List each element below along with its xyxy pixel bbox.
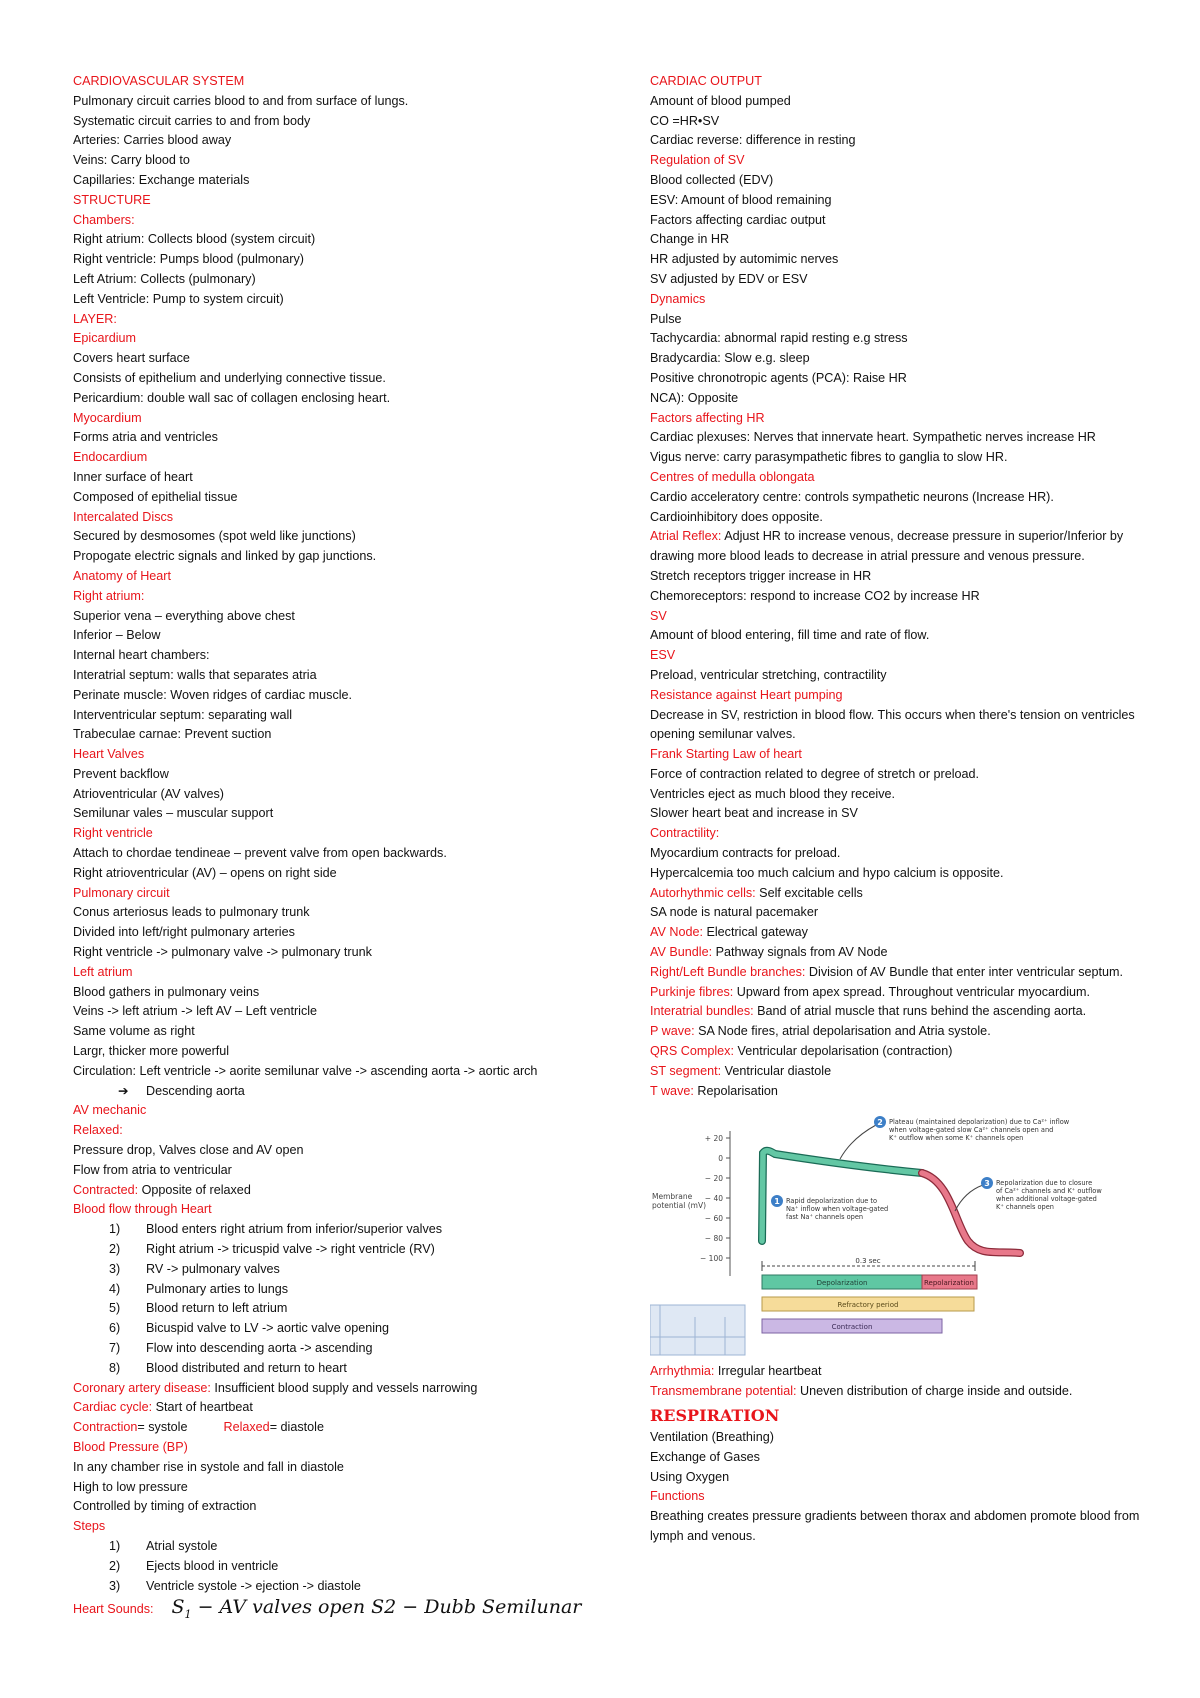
list-number: 1) bbox=[109, 1538, 121, 1553]
text-line: Pulmonary circuit carries blood to and from surface of lungs. bbox=[73, 93, 409, 108]
list-item bbox=[73, 1319, 633, 1339]
term-label: Atrial Reflex: bbox=[650, 529, 722, 544]
formula-subscript: 1 bbox=[184, 1608, 192, 1622]
term-text: SA Node fires, atrial depolarisation and Atria systole. bbox=[694, 1024, 991, 1039]
list-number: 2) bbox=[109, 1558, 121, 1573]
heading-chambers: Chambers: bbox=[73, 212, 135, 227]
y-tick-label: − 20 bbox=[704, 1174, 723, 1184]
list-item bbox=[73, 1557, 633, 1577]
list-text: RV -> pulmonary valves bbox=[146, 1261, 280, 1276]
term-label: P wave: bbox=[650, 1024, 695, 1039]
heading-respiration: RESPIRATION bbox=[650, 1406, 780, 1426]
text-line: Circulation: Left ventricle -> aorite semilunar valve -> ascending aorta -> aortic arch bbox=[73, 1063, 538, 1078]
list-number: 3) bbox=[109, 1578, 121, 1593]
callout-text: Rapid depolarization due to bbox=[786, 1197, 878, 1206]
term-line-cardiac-cycle bbox=[73, 1398, 633, 1418]
text-line: Veins -> left atrium -> left AV – Left ventricle bbox=[73, 1004, 318, 1019]
text-line: Semilunar vales – muscular support bbox=[73, 806, 274, 821]
callout-text: Repolarization due to closure bbox=[996, 1179, 1093, 1188]
text-line: Capillaries: Exchange materials bbox=[73, 172, 250, 187]
text-line: Blood gathers in pulmonary veins bbox=[73, 984, 260, 999]
list-text: Atrial systole bbox=[146, 1538, 218, 1553]
term-text: Ventricular diastole bbox=[721, 1063, 832, 1078]
callout-number: 3 bbox=[984, 1179, 990, 1189]
list-text: Flow into descending aorta -> ascending bbox=[146, 1341, 373, 1355]
term-label: Purkinje fibres: bbox=[650, 984, 734, 999]
list-item bbox=[73, 1280, 633, 1300]
text-line: Pericardium: double wall sac of collagen enclosing heart. bbox=[73, 390, 391, 405]
list-number: 8) bbox=[109, 1360, 121, 1375]
callout-text: Plateau (maintained depolarization) due to Ca²⁺ inflow bbox=[889, 1118, 1070, 1127]
text-line: Ventricles eject as much blood they receive. bbox=[650, 786, 896, 801]
term-text: Upward from apex spread. Throughout ventricular myocardium. bbox=[733, 984, 1091, 999]
list-number: 7) bbox=[109, 1341, 121, 1355]
list-number: 5) bbox=[109, 1301, 121, 1316]
text-line: Secured by desmosomes (spot weld like junctions) bbox=[73, 529, 356, 544]
list-number: 2) bbox=[109, 1242, 121, 1257]
callout-number: 2 bbox=[877, 1118, 883, 1128]
action-potential-figure bbox=[650, 1111, 1140, 1356]
term-label: Cardiac cycle: bbox=[73, 1400, 153, 1415]
heading-functions: Functions bbox=[650, 1489, 705, 1504]
term-label: T wave: bbox=[650, 1083, 694, 1098]
term-line-st-segment bbox=[650, 1062, 1140, 1082]
term-text: Pathway signals from AV Node bbox=[712, 945, 888, 960]
heading-contractility: Contractility: bbox=[650, 826, 720, 841]
term-line-t-wave bbox=[650, 1082, 1140, 1102]
text-line: Right ventricle: Pumps blood (pulmonary) bbox=[73, 252, 304, 267]
respiration-section bbox=[650, 1362, 1140, 1546]
list-text: Ventricle systole -> ejection -> diastole bbox=[146, 1578, 361, 1593]
list-item bbox=[73, 1240, 633, 1260]
term-line-interatrial-bundles bbox=[650, 1002, 1140, 1022]
term-label: Relaxed bbox=[223, 1420, 270, 1435]
heading-blood-flow-through-heart: Blood flow through Heart bbox=[73, 1202, 212, 1217]
text-line: Composed of epithelial tissue bbox=[73, 489, 238, 504]
term-text: = systole bbox=[137, 1420, 188, 1435]
text-line: Propogate electric signals and linked by gap junctions. bbox=[73, 549, 377, 564]
heading-pulmonary-circuit: Pulmonary circuit bbox=[73, 885, 170, 900]
text-line: Superior vena – everything above chest bbox=[73, 608, 295, 623]
list-text: Bicuspid valve to LV -> aortic valve opening bbox=[146, 1321, 390, 1336]
y-tick-label: 0 bbox=[718, 1154, 723, 1164]
heading-layer: LAYER: bbox=[73, 311, 117, 326]
term-text: Ventricular depolarisation (contraction) bbox=[733, 1044, 953, 1059]
heading-esv: ESV bbox=[650, 648, 676, 663]
text-line: Using Oxygen bbox=[650, 1469, 730, 1484]
text-line: Left Ventricle: Pump to system circuit) bbox=[73, 291, 284, 306]
heading-dynamics: Dynamics bbox=[650, 291, 706, 306]
heading-blood-pressure-bp: Blood Pressure (BP) bbox=[73, 1439, 188, 1454]
text-line: Inner surface of heart bbox=[73, 469, 193, 484]
heading-resistance-against-heart-pumping: Resistance against Heart pumping bbox=[650, 687, 843, 702]
text-line: Change in HR bbox=[650, 232, 730, 247]
heading-av-mechanic: AV mechanic bbox=[73, 1103, 147, 1118]
text-line: High to low pressure bbox=[73, 1479, 188, 1494]
text-line: Ventilation (Breathing) bbox=[650, 1430, 774, 1445]
depolarization-curve bbox=[762, 1151, 922, 1241]
formula-text: − AV valves open S2 − Dubb Semilunar bbox=[191, 1596, 582, 1619]
term-text: Insufficient blood supply and vessels narrowing bbox=[210, 1380, 478, 1395]
y-tick-label: − 100 bbox=[700, 1254, 723, 1264]
callout-text: Na⁺ inflow when voltage-gated bbox=[786, 1205, 889, 1214]
arrow-text: Descending aorta bbox=[146, 1083, 245, 1098]
text-line: Cardiac plexuses: Nerves that innervate heart. Sympathetic nerves increase HR bbox=[650, 430, 1096, 445]
term-text: Uneven distribution of charge inside and outside. bbox=[796, 1384, 1073, 1399]
text-line: Forms atria and ventricles bbox=[73, 430, 218, 445]
text-line: Amount of blood entering, fill time and rate of flow. bbox=[650, 628, 930, 643]
text-line: Atrioventricular (AV valves) bbox=[73, 786, 224, 801]
term-label: Contracted: bbox=[73, 1182, 139, 1197]
arrow-line bbox=[73, 1082, 633, 1102]
text-line: Left Atrium: Collects (pulmonary) bbox=[73, 271, 256, 286]
y-tick-label: − 40 bbox=[704, 1194, 723, 1204]
term-line-autorhythmic-cells bbox=[650, 884, 1140, 904]
list-number: 3) bbox=[109, 1261, 121, 1276]
list-text: Pulmonary arties to lungs bbox=[146, 1281, 289, 1296]
text-line: Factors affecting cardiac output bbox=[650, 212, 826, 227]
term-line-coronary-artery-disease bbox=[73, 1379, 633, 1399]
text-line: Preload, ventricular stretching, contractility bbox=[650, 667, 887, 682]
text-line: Bradycardia: Slow e.g. sleep bbox=[650, 351, 810, 366]
term-text: Start of heartbeat bbox=[152, 1400, 253, 1415]
term-text: Electrical gateway bbox=[702, 925, 808, 940]
list-item bbox=[73, 1537, 633, 1557]
text-line: Right atrium: Collects blood (system circuit) bbox=[73, 232, 316, 247]
term-line-atrial-reflex bbox=[650, 527, 1140, 567]
term-text: Division of AV Bundle that enter inter ventricular septum. bbox=[805, 964, 1124, 979]
list-text: Blood distributed and return to heart bbox=[146, 1360, 347, 1375]
list-item bbox=[73, 1577, 633, 1597]
list-number: 4) bbox=[109, 1281, 121, 1296]
formula-symbol: S bbox=[171, 1596, 185, 1619]
term-label: Contraction bbox=[73, 1420, 138, 1435]
heading-cardiac-output: CARDIAC OUTPUT bbox=[650, 74, 762, 88]
term-label: Arrhythmia: bbox=[650, 1364, 715, 1379]
right-column bbox=[650, 72, 1140, 1547]
text-line: Consists of epithelium and underlying connective tissue. bbox=[73, 370, 386, 385]
list-item bbox=[73, 1299, 633, 1319]
term-text: Adjust HR to increase venous, decrease pressure in superior/Inferior by drawing more blood leads to decrease in atrial pressure and venous pressure. bbox=[650, 529, 1124, 564]
text-line: Pulse bbox=[650, 311, 682, 326]
text-line: NCA): Opposite bbox=[650, 390, 739, 405]
term-label: Right/Left Bundle branches: bbox=[650, 964, 806, 979]
arrow-icon: ➔ bbox=[118, 1083, 129, 1098]
text-line: Systematic circuit carries to and from body bbox=[73, 113, 311, 128]
text-line: Right atrioventricular (AV) – opens on right side bbox=[73, 865, 337, 880]
term-line-p-wave bbox=[650, 1022, 1140, 1042]
term-line-av-bundle bbox=[650, 943, 1140, 963]
callout-text: K⁺ channels open bbox=[996, 1203, 1054, 1212]
text-line: Largr, thicker more powerful bbox=[73, 1044, 230, 1059]
text-line: SV adjusted by EDV or ESV bbox=[650, 271, 808, 286]
text-line: ESV: Amount of blood remaining bbox=[650, 192, 832, 207]
term-label: ST segment: bbox=[650, 1063, 722, 1078]
text-line: Cardiac reverse: difference in resting bbox=[650, 133, 856, 148]
heading-structure: STRUCTURE bbox=[73, 192, 151, 207]
text-line: In any chamber rise in systole and fall in diastole bbox=[73, 1459, 344, 1474]
text-line: Inferior – Below bbox=[73, 628, 161, 643]
term-label: Autorhythmic cells: bbox=[650, 885, 756, 900]
heading-right-atrium: Right atrium: bbox=[73, 588, 145, 603]
text-line: Exchange of Gases bbox=[650, 1449, 760, 1464]
callout-text: fast Na⁺ channels open bbox=[786, 1213, 864, 1222]
list-text: Blood return to left atrium bbox=[146, 1301, 288, 1316]
text-line: Force of contraction related to degree of stretch or preload. bbox=[650, 766, 980, 781]
text-line: Covers heart surface bbox=[73, 351, 190, 366]
action-potential-diagram bbox=[650, 1111, 1140, 1356]
depolarization-bar-label: Depolarization bbox=[816, 1279, 868, 1288]
text-line: Interatrial septum: walls that separates atria bbox=[73, 667, 317, 682]
text-line: Myocardium contracts for preload. bbox=[650, 846, 841, 861]
heading-regulation-of-sv: Regulation of SV bbox=[650, 153, 745, 168]
y-tick-label: − 60 bbox=[704, 1214, 723, 1224]
text-line: Conus arteriosus leads to pulmonary trunk bbox=[73, 905, 310, 920]
y-tick-label: + 20 bbox=[704, 1134, 723, 1144]
heart-sounds-formula bbox=[171, 1596, 582, 1622]
text-line: Prevent backflow bbox=[73, 766, 169, 781]
heading-steps: Steps bbox=[73, 1519, 106, 1534]
heading-cardiovascular-system: CARDIOVASCULAR SYSTEM bbox=[73, 74, 245, 88]
inset-graph-fragment bbox=[650, 1305, 745, 1355]
term-text: Band of atrial muscle that runs behind the ascending aorta. bbox=[753, 1004, 1087, 1019]
text-line: Tachycardia: abnormal rapid resting e.g stress bbox=[650, 331, 908, 346]
y-tick-label: − 80 bbox=[704, 1234, 723, 1244]
list-item bbox=[73, 1359, 633, 1379]
term-text: Irregular heartbeat bbox=[714, 1364, 822, 1379]
text-line: Amount of blood pumped bbox=[650, 93, 791, 108]
list-item bbox=[73, 1260, 633, 1280]
heading-sv: SV bbox=[650, 608, 667, 623]
term-line-transmembrane-potential bbox=[650, 1382, 1140, 1402]
callout-text: of Ca²⁺ channels and K⁺ outflow bbox=[996, 1187, 1102, 1196]
text-line: Vigus nerve: carry parasympathetic fibres to ganglia to slow HR. bbox=[650, 450, 1008, 465]
term-text: = diastole bbox=[269, 1420, 324, 1435]
heading-heart-valves: Heart Valves bbox=[73, 747, 145, 762]
text-line: Decrease in SV, restriction in blood flow. This occurs when there's tension on ventricles opening semilunar valves. bbox=[650, 707, 1135, 742]
text-line: Trabeculae carnae: Prevent suction bbox=[73, 727, 272, 742]
term-label: QRS Complex: bbox=[650, 1044, 734, 1059]
heart-sounds-line bbox=[73, 1598, 633, 1625]
duration-label: 0.3 sec bbox=[855, 1257, 881, 1266]
list-number: 6) bbox=[109, 1321, 121, 1336]
text-line: Divided into left/right pulmonary arteries bbox=[73, 925, 295, 940]
text-line: Chemoreceptors: respond to increase CO2 by increase HR bbox=[650, 588, 980, 603]
list-text: Blood enters right atrium from inferior/superior valves bbox=[146, 1222, 443, 1237]
text-line: Blood collected (EDV) bbox=[650, 172, 774, 187]
text-line: Stretch receptors trigger increase in HR bbox=[650, 568, 872, 583]
text-line: Cardio acceleratory centre: controls sympathetic neurons (Increase HR). bbox=[650, 489, 1054, 504]
callout-number: 1 bbox=[774, 1197, 780, 1207]
term-line-contraction bbox=[73, 1418, 633, 1438]
text-line: HR adjusted by automimic nerves bbox=[650, 252, 839, 267]
heading-epicardium: Epicardium bbox=[73, 331, 136, 346]
term-text: Self excitable cells bbox=[755, 885, 863, 900]
text-line: Hypercalcemia too much calcium and hypo calcium is opposite. bbox=[650, 865, 1004, 880]
text-line: Cardioinhibitory does opposite. bbox=[650, 509, 823, 524]
term-label: AV Node: bbox=[650, 925, 703, 940]
heading-right-ventricle: Right ventricle bbox=[73, 826, 153, 841]
text-line: Interventricular septum: separating wall bbox=[73, 707, 293, 722]
heading-anatomy-of-heart: Anatomy of Heart bbox=[73, 568, 171, 583]
text-line: Veins: Carry blood to bbox=[73, 153, 190, 168]
text-line: Flow from atria to ventricular bbox=[73, 1162, 232, 1177]
term-label: AV Bundle: bbox=[650, 945, 713, 960]
heading-intercalated-discs: Intercalated Discs bbox=[73, 509, 174, 524]
term-line-right-left-bundle-branches bbox=[650, 963, 1140, 983]
heading-endocardium: Endocardium bbox=[73, 450, 148, 465]
text-line: Right ventricle -> pulmonary valve -> pulmonary trunk bbox=[73, 945, 372, 960]
text-line: Same volume as right bbox=[73, 1024, 195, 1039]
text-line: Attach to chordae tendineae – prevent valve from open backwards. bbox=[73, 846, 447, 861]
heading-factors-affecting-hr: Factors affecting HR bbox=[650, 410, 765, 425]
text-line: Controlled by timing of extraction bbox=[73, 1499, 257, 1514]
heart-sounds-label: Heart Sounds: bbox=[73, 1602, 154, 1617]
list-number: 1) bbox=[109, 1222, 121, 1237]
text-line: Breathing creates pressure gradients between thorax and abdomen promote blood from lymph and venous. bbox=[650, 1509, 1140, 1544]
text-line: Pressure drop, Valves close and AV open bbox=[73, 1143, 304, 1158]
heading-relaxed: Relaxed: bbox=[73, 1123, 123, 1138]
list-item bbox=[73, 1339, 633, 1359]
term-line-arrhythmia bbox=[650, 1362, 1140, 1382]
text-line: SA node is natural pacemaker bbox=[650, 905, 819, 920]
callout-line bbox=[840, 1125, 876, 1159]
text-line: Positive chronotropic agents (PCA): Raise HR bbox=[650, 370, 907, 385]
list-text: Right atrium -> tricuspid valve -> right ventricle (RV) bbox=[146, 1242, 435, 1257]
text-line: Arteries: Carries blood away bbox=[73, 133, 232, 148]
term-line-av-node bbox=[650, 923, 1140, 943]
heading-left-atrium: Left atrium bbox=[73, 964, 133, 979]
list-item bbox=[73, 1220, 633, 1240]
cardiac-output-section bbox=[650, 72, 1140, 1101]
text-line: Internal heart chambers: bbox=[73, 648, 210, 663]
callout-text: when additional voltage-gated bbox=[996, 1195, 1097, 1204]
heading-frank-starting-law-of-heart: Frank Starting Law of heart bbox=[650, 747, 802, 762]
text-line: CO =HR•SV bbox=[650, 113, 720, 128]
left-column bbox=[73, 72, 633, 1625]
term-line-contracted bbox=[73, 1181, 633, 1201]
term-label: Transmembrane potential: bbox=[650, 1384, 797, 1399]
term-line-purkinje-fibres bbox=[650, 983, 1140, 1003]
heading-myocardium: Myocardium bbox=[73, 410, 142, 425]
y-axis-label: Membrane bbox=[652, 1192, 693, 1202]
term-text: Opposite of relaxed bbox=[138, 1182, 251, 1197]
y-axis-label: potential (mV) bbox=[652, 1201, 707, 1211]
refractory-period-bar-label: Refractory period bbox=[837, 1301, 899, 1310]
text-line: Perinate muscle: Woven ridges of cardiac muscle. bbox=[73, 687, 353, 702]
callout-line bbox=[955, 1185, 983, 1211]
term-label: Interatrial bundles: bbox=[650, 1004, 754, 1019]
callout-text: K⁺ outflow when some K⁺ channels open bbox=[889, 1134, 1024, 1143]
term-label: Coronary artery disease: bbox=[73, 1380, 211, 1395]
text-line: Slower heart beat and increase in SV bbox=[650, 806, 858, 821]
repolarization-bar-label: Repolarization bbox=[923, 1279, 975, 1288]
term-line-qrs-complex bbox=[650, 1042, 1140, 1062]
callout-text: when voltage-gated slow Ca²⁺ channels open and bbox=[889, 1126, 1054, 1135]
list-text: Ejects blood in ventricle bbox=[146, 1558, 279, 1573]
term-text: Repolarisation bbox=[693, 1083, 778, 1098]
heading-centres-of-medulla-oblongata: Centres of medulla oblongata bbox=[650, 469, 815, 484]
contraction-bar-label: Contraction bbox=[831, 1323, 873, 1332]
